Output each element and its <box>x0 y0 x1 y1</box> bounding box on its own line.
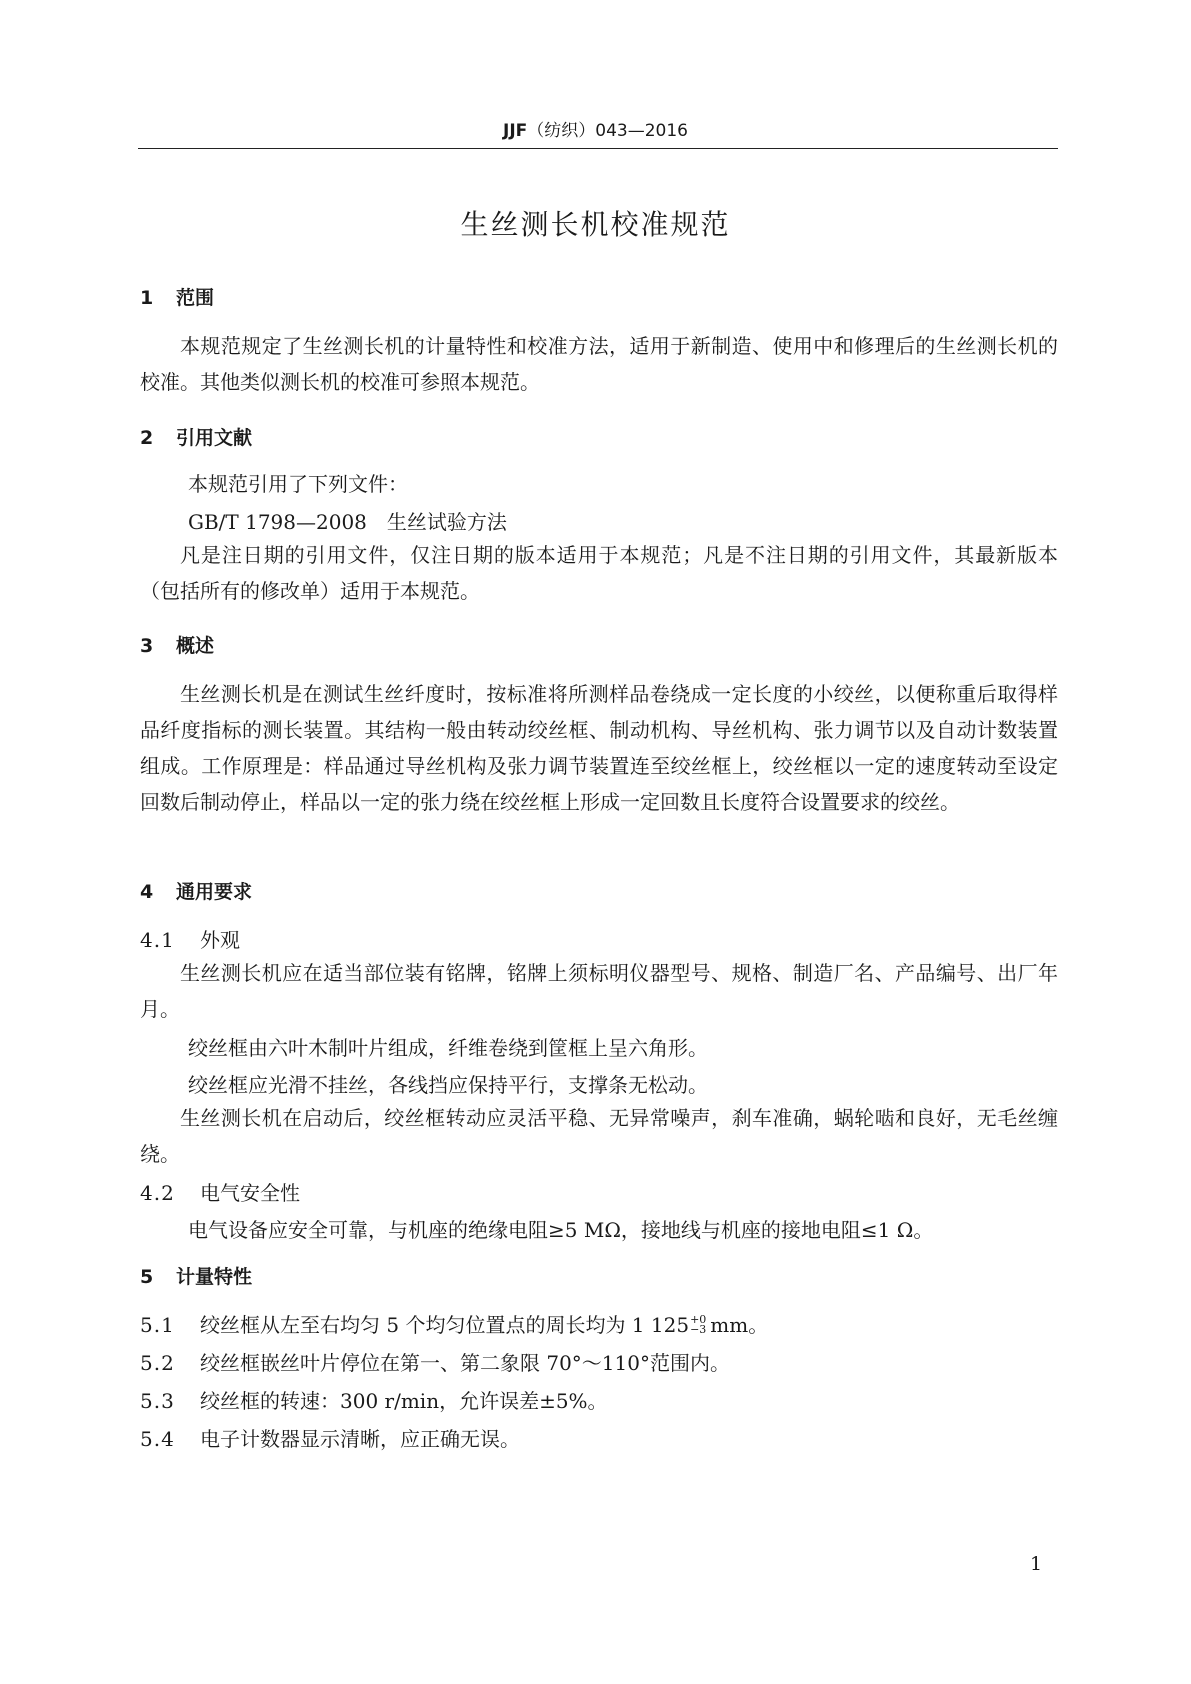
section-title: 引用文献 <box>176 427 253 449</box>
section-3-paragraph: 生丝测长机是在测试生丝纤度时，按标准将所测样品卷绕成一定长度的小绞丝，以便称重后取得样品纤度指标的测长装置。其结构一般由转动绞丝框、制动机构、导丝机构、张力调节以及自动计数装置组成。工作原理是：样品通过导丝机构及张力调节装置连至绞丝框上，绞丝框以一定的速度转动至设定回数后制动停止，样品以一定的张力绕在绞丝框上形成一定回数且长度符合设置要求的绞丝。 <box>140 682 1058 814</box>
tolerance-upper: +0 <box>690 1312 707 1326</box>
tolerance-lower: −3 <box>690 1322 707 1336</box>
section-5-heading <box>140 1262 252 1289</box>
section-3-heading <box>140 631 214 658</box>
item-number: 5.3 <box>140 1389 175 1413</box>
item-text: 绞丝框嵌丝叶片停位在第一、第二象限 70°～110°范围内。 <box>200 1351 730 1375</box>
item-number: 5.4 <box>140 1427 175 1451</box>
section-2-paragraph: 凡是注日期的引用文件，仅注日期的版本适用于本规范；凡是不注日期的引用文件，其最新版本（包括所有的修改单）适用于本规范。 <box>140 543 1058 603</box>
references-intro: 本规范引用了下列文件： <box>188 472 408 496</box>
item-5-3 <box>140 1385 608 1414</box>
document-title: 生丝测长机校准规范 <box>460 208 731 241</box>
section-1-paragraph: 本规范规定了生丝测长机的计量特性和校准方法，适用于新制造、使用中和修理后的生丝测长机的校准。其他类似测长机的校准可参照本规范。 <box>140 334 1058 394</box>
item-5-4 <box>140 1423 520 1452</box>
code-rest: （纺织）043—2016 <box>527 121 688 141</box>
section-title: 范围 <box>176 287 215 309</box>
subsection-4-1-heading <box>140 924 240 953</box>
item-5-1 <box>140 1309 768 1338</box>
subsection-4-1-paragraph-1: 生丝测长机应在适当部位装有铭牌，铭牌上须标明仪器型号、规格、制造厂名、产品编号、出厂年月。 <box>140 961 1058 1021</box>
item-text: 绞丝框的转速：300 r/min，允许误差±5%。 <box>200 1389 608 1413</box>
section-number: 2 <box>140 427 154 449</box>
reference-item: GB/T 1798—2008 生丝试验方法 <box>188 510 507 534</box>
standard-code-header <box>0 116 1191 141</box>
item-unit: mm。 <box>710 1313 769 1337</box>
section-number: 4 <box>140 881 154 903</box>
section-2-heading <box>140 423 252 450</box>
item-text: 绞丝框从左至右均匀 5 个均匀位置点的周长均为 1 125 <box>200 1313 690 1337</box>
item-5-2 <box>140 1347 730 1376</box>
code-prefix: JJF <box>503 121 528 141</box>
subsection-4-1-paragraph-4: 生丝测长机在启动后，绞丝框转动应灵活平稳、无异常噪声，刹车准确，蜗轮啮和良好，无毛丝缠绕。 <box>140 1106 1058 1166</box>
subsection-number: 4.2 <box>140 1181 175 1205</box>
subsection-title: 外观 <box>200 928 240 952</box>
section-title: 概述 <box>176 635 215 657</box>
item-number: 5.1 <box>140 1313 175 1337</box>
tolerance <box>690 1312 707 1336</box>
section-title: 通用要求 <box>176 881 253 903</box>
header-rule <box>138 148 1058 149</box>
section-number: 3 <box>140 635 154 657</box>
subsection-4-1-paragraph-3: 绞丝框应光滑不挂丝，各线挡应保持平行，支撑条无松动。 <box>188 1073 708 1097</box>
item-text: 电子计数器显示清晰，应正确无误。 <box>200 1427 520 1451</box>
subsection-title: 电气安全性 <box>200 1181 300 1205</box>
item-number: 5.2 <box>140 1351 175 1375</box>
section-1-heading <box>140 283 214 310</box>
subsection-4-2-heading <box>140 1177 300 1206</box>
page-number: 1 <box>1030 1553 1043 1575</box>
subsection-number: 4.1 <box>140 928 175 952</box>
section-title: 计量特性 <box>176 1266 253 1288</box>
subsection-4-1-paragraph-2: 绞丝框由六叶木制叶片组成，纤维卷绕到筐框上呈六角形。 <box>188 1036 708 1060</box>
section-number: 1 <box>140 287 154 309</box>
subsection-4-2-paragraph: 电气设备应安全可靠，与机座的绝缘电阻≥5 MΩ，接地线与机座的接地电阻≤1 Ω。 <box>188 1218 934 1242</box>
section-4-heading <box>140 877 252 904</box>
section-number: 5 <box>140 1266 154 1288</box>
